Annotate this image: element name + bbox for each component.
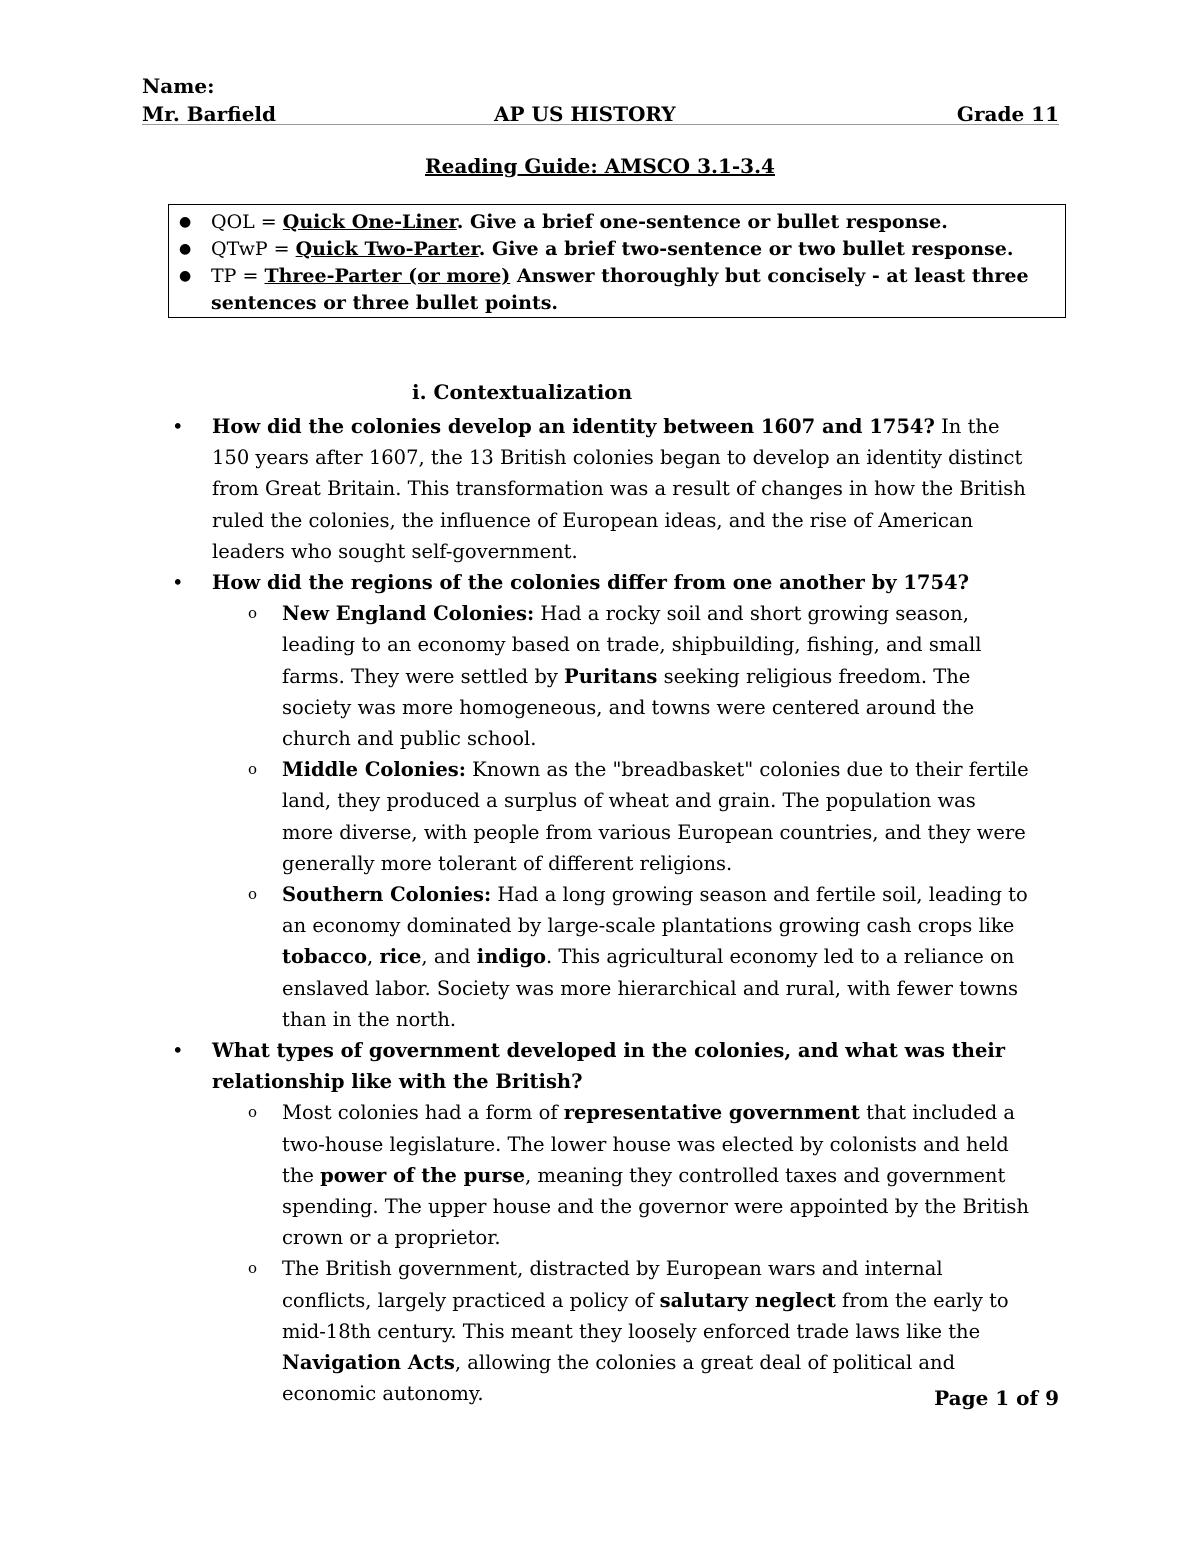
circle-bullet-icon: o: [248, 1103, 258, 1122]
content-body: [172, 411, 1032, 1410]
legend-term: Quick Two-Parter: [295, 238, 479, 260]
answer-item-salutary-neglect: o The British government, distracted by European wars and internal conflicts, largely practiced a policy of salutary neglect from the early to mid-18th century. This meant they loosely enforced trade laws like the Navigation Acts, allowing the colonies a great deal of political and economic autonomy.: [172, 1253, 1032, 1409]
legend-item-qol: ● QOL = Quick One-Liner. Give a brief one-sentence or bullet response.: [169, 209, 1065, 236]
document-title: Reading Guide: AMSCO 3.1-3.4: [425, 154, 775, 178]
section-heading: i. Contextualization: [412, 380, 633, 404]
answer-text: In the 150 years after 1607, the 13 British colonies began to develop an identity distinct from Great Britain. This transformation was a result of changes in how the British ruled the colonies, the influence of European ideas, and the rise of American leaders who sought self-government.: [212, 415, 1026, 563]
legend-term: Three-Parter (or more): [264, 265, 511, 287]
course-title: AP US HISTORY: [494, 102, 676, 126]
question-item: [172, 411, 1032, 567]
circle-bullet-icon: o: [248, 604, 258, 623]
question-text: What types of government developed in the colonies, and what was their relationship like with the British?: [212, 1039, 1006, 1094]
legend-item-tp: ● TP = Three-Parter (or more) Answer thoroughly but concisely - at least three sentences or three bullet points.: [179, 265, 1029, 314]
answer-item-new-england: o New England Colonies: Had a rocky soil and short growing season, leading to an economy based on trade, shipbuilding, fishing, and small farms. They were settled by Puritans seeking religious freedom. The society was more homogeneous, and towns were centered around the church and public school.: [172, 598, 1032, 754]
bullet-icon: ●: [179, 268, 192, 284]
legend-item-qtwp: ● QTwP = Quick Two-Parter. Give a brief two-sentence or two bullet response.: [169, 236, 1065, 263]
circle-bullet-icon: o: [248, 760, 258, 779]
question-text: How did the colonies develop an identity between 1607 and 1754?: [212, 415, 935, 438]
answer-item-government: o Most colonies had a form of representative government that included a two-house legislature. The lower house was elected by colonists and held the power of the purse, meaning they controlled taxes and government spending. The upper house and the governor were appointed by the British crown or a proprietor.: [172, 1097, 1032, 1253]
question-item: [172, 1035, 1032, 1097]
header-divider: [142, 124, 1059, 125]
question-text: How did the regions of the colonies differ from one another by 1754?: [212, 571, 970, 595]
bullet-icon: ●: [179, 214, 192, 230]
bullet-icon: •: [172, 1039, 184, 1063]
page-header: [142, 72, 1059, 128]
circle-bullet-icon: o: [248, 1259, 258, 1278]
bullet-icon: ●: [179, 241, 192, 257]
circle-bullet-icon: o: [248, 885, 258, 904]
bullet-icon: •: [172, 571, 184, 595]
question-item: [172, 567, 1032, 598]
answer-item-southern: o Southern Colonies: Had a long growing season and fertile soil, leading to an economy dominated by large-scale plantations growing cash crops like tobacco, rice, and indigo. This agricultural economy led to a reliance on enslaved labor. Society was more hierarchical and rural, with fewer towns than in the north.: [172, 879, 1032, 1035]
teacher-name: Mr. Barfield: [142, 102, 277, 126]
grade-level: Grade 11: [956, 102, 1059, 126]
name-label: Name:: [142, 74, 215, 98]
answer-item-middle: o Middle Colonies: Known as the "breadbasket" colonies due to their fertile land, they produced a surplus of wheat and grain. The population was more diverse, with people from various European countries, and they were generally more tolerant of different religions.: [172, 754, 1032, 879]
bullet-icon: •: [172, 415, 184, 438]
page-number: Page 1 of 9: [934, 1386, 1059, 1410]
legend-term: Quick One-Liner: [282, 211, 457, 233]
response-legend-box: [168, 204, 1066, 318]
